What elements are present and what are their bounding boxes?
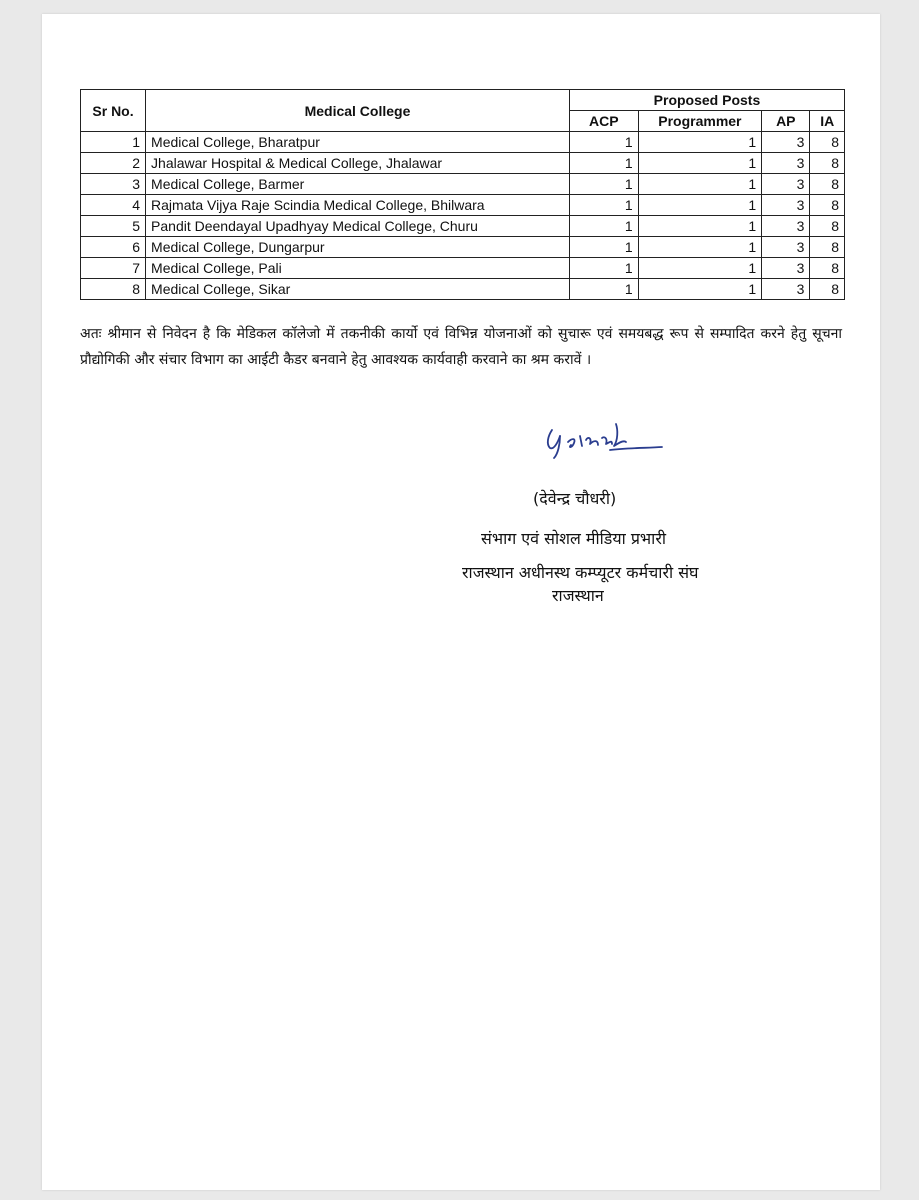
header-ap: AP xyxy=(762,111,810,132)
handwritten-signature-icon xyxy=(538,402,668,462)
cell-sr: 6 xyxy=(81,237,146,258)
cell-programmer: 1 xyxy=(638,195,762,216)
cell-ap: 3 xyxy=(762,279,810,300)
cell-ap: 3 xyxy=(762,132,810,153)
cell-college: Pandit Deendayal Upadhyay Medical College, Churu xyxy=(146,216,570,237)
header-sr-no: Sr No. xyxy=(81,90,146,132)
cell-acp: 1 xyxy=(569,174,638,195)
cell-programmer: 1 xyxy=(638,216,762,237)
cell-ia: 8 xyxy=(810,195,845,216)
cell-ap: 3 xyxy=(762,237,810,258)
cell-acp: 1 xyxy=(569,195,638,216)
cell-college: Medical College, Barmer xyxy=(146,174,570,195)
cell-acp: 1 xyxy=(569,132,638,153)
header-acp: ACP xyxy=(569,111,638,132)
header-programmer: Programmer xyxy=(638,111,762,132)
cell-college: Medical College, Pali xyxy=(146,258,570,279)
cell-acp: 1 xyxy=(569,216,638,237)
cell-ia: 8 xyxy=(810,279,845,300)
table-row xyxy=(81,279,845,300)
header-proposed-posts: Proposed Posts xyxy=(569,90,844,111)
cell-programmer: 1 xyxy=(638,258,762,279)
cell-ia: 8 xyxy=(810,216,845,237)
cell-acp: 1 xyxy=(569,237,638,258)
header-ia: IA xyxy=(810,111,845,132)
cell-ap: 3 xyxy=(762,174,810,195)
cell-sr: 7 xyxy=(81,258,146,279)
table-header-row xyxy=(81,90,845,111)
proposed-posts-table xyxy=(80,89,845,300)
cell-acp: 1 xyxy=(569,153,638,174)
cell-ia: 8 xyxy=(810,237,845,258)
table-row xyxy=(81,258,845,279)
cell-acp: 1 xyxy=(569,279,638,300)
cell-sr: 5 xyxy=(81,216,146,237)
cell-sr: 3 xyxy=(81,174,146,195)
cell-ap: 3 xyxy=(762,195,810,216)
table-row xyxy=(81,216,845,237)
table-row xyxy=(81,153,845,174)
cell-college: Medical College, Dungarpur xyxy=(146,237,570,258)
request-paragraph: अतः श्रीमान से निवेदन है कि मेडिकल कॉलेजो में तकनीकी कार्यो एवं विभिन्न योजनाओं को सुचारू एवं समयबद्ध रूप से सम्पादित करने हेतु सूचना प्रौद्योगिकी और संचार विभाग का आईटी कैडर बनवाने हेतु आवश्यक कार्यवाही करवाने का श्रम करावें । xyxy=(80,326,842,368)
cell-college: Medical College, Bharatpur xyxy=(146,132,570,153)
cell-sr: 8 xyxy=(81,279,146,300)
cell-ia: 8 xyxy=(810,258,845,279)
cell-programmer: 1 xyxy=(638,174,762,195)
cell-ia: 8 xyxy=(810,132,845,153)
cell-programmer: 1 xyxy=(638,132,762,153)
cell-ap: 3 xyxy=(762,216,810,237)
table-row xyxy=(81,174,845,195)
cell-programmer: 1 xyxy=(638,237,762,258)
cell-programmer: 1 xyxy=(638,153,762,174)
cell-ap: 3 xyxy=(762,153,810,174)
signatory-name: (देवेन्द्र चौधरी) xyxy=(533,489,617,508)
cell-college: Jhalawar Hospital & Medical College, Jhalawar xyxy=(146,153,570,174)
cell-ia: 8 xyxy=(810,153,845,174)
cell-sr: 2 xyxy=(81,153,146,174)
cell-ap: 3 xyxy=(762,258,810,279)
cell-sr: 4 xyxy=(81,195,146,216)
cell-college: Rajmata Vijya Raje Scindia Medical College, Bhilwara xyxy=(146,195,570,216)
table-row xyxy=(81,195,845,216)
document-page xyxy=(42,14,880,1190)
cell-college: Medical College, Sikar xyxy=(146,279,570,300)
table-row xyxy=(81,237,845,258)
cell-programmer: 1 xyxy=(638,279,762,300)
signatory-state: राजस्थान xyxy=(552,586,604,605)
header-medical-college: Medical College xyxy=(146,90,570,132)
signatory-organization: राजस्थान अधीनस्थ कम्प्यूटर कर्मचारी संघ xyxy=(462,563,699,582)
signatory-title: संभाग एवं सोशल मीडिया प्रभारी xyxy=(481,529,667,548)
cell-acp: 1 xyxy=(569,258,638,279)
cell-sr: 1 xyxy=(81,132,146,153)
cell-ia: 8 xyxy=(810,174,845,195)
table-row xyxy=(81,132,845,153)
